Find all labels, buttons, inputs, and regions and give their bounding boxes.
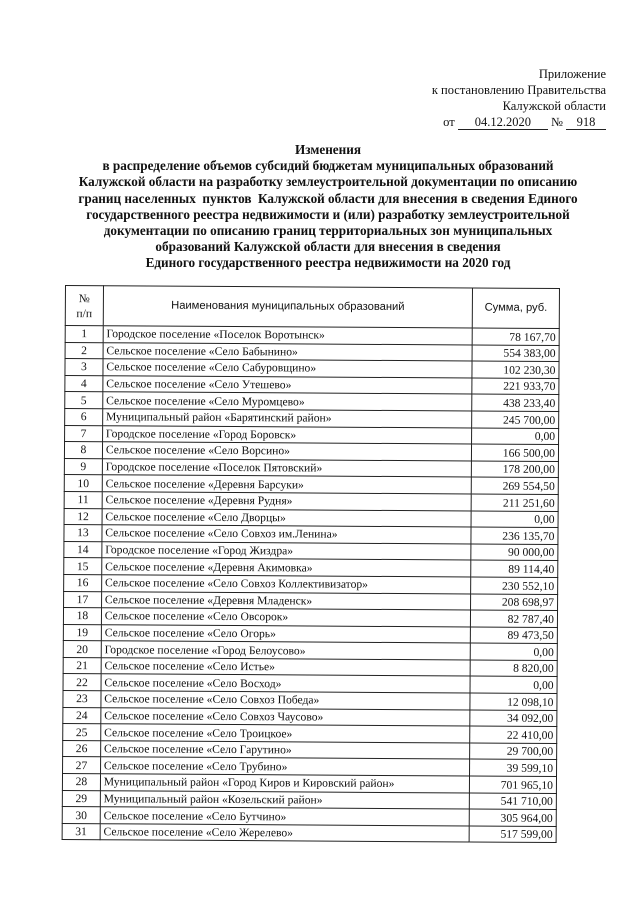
- subsidy-table: [62, 285, 560, 843]
- row-number: 6: [65, 408, 103, 425]
- row-number: 30: [62, 807, 100, 824]
- appendix-label: Приложение: [538, 67, 606, 81]
- row-name: Сельское поселение «Село Трубино»: [100, 757, 469, 776]
- row-number: 26: [63, 740, 101, 757]
- row-sum: 221 933,70: [472, 378, 559, 395]
- row-number: 1: [65, 326, 103, 343]
- row-number: 18: [63, 608, 101, 625]
- row-name: Сельское поселение «Село Муромцево»: [103, 392, 472, 411]
- header-number-line2: п/п: [76, 306, 93, 320]
- title-line-7: образований Калужской области для внесения в сведения: [155, 239, 501, 255]
- appendix-block: [432, 66, 606, 130]
- table-row: [62, 823, 556, 843]
- row-name: Сельское поселение «Село Овсорок»: [101, 608, 470, 627]
- title-line-4: границ населенных пунктов Калужской области для внесения в сведения Единого: [78, 190, 578, 206]
- row-name: Сельское поселение «Село Совхоз Победа»: [101, 691, 470, 710]
- row-name: Сельское поселение «Село Троицкое»: [101, 724, 470, 743]
- row-name: Сельское поселение «Деревня Рудня»: [102, 492, 471, 511]
- row-sum: 29 700,00: [470, 743, 557, 760]
- row-sum: 230 552,10: [471, 577, 558, 594]
- resolution-number: 918: [566, 115, 606, 130]
- title-line-3: Калужской области на разработку землеустроительной документации по описанию: [78, 174, 578, 190]
- row-number: 3: [65, 359, 103, 376]
- appendix-date-line: [432, 114, 606, 130]
- row-name: Сельское поселение «Село Истье»: [101, 658, 470, 677]
- row-number: 24: [63, 707, 101, 724]
- document-title: [48, 142, 608, 272]
- row-number: 23: [63, 691, 101, 708]
- row-sum: 438 233,40: [472, 394, 559, 411]
- row-number: 4: [65, 375, 103, 392]
- header-sum: Сумма, руб.: [472, 288, 559, 329]
- row-sum: 208 698,97: [471, 593, 558, 610]
- row-name: Муниципальный район «Барятинский район»: [102, 409, 471, 428]
- row-number: 22: [63, 674, 101, 691]
- row-number: 11: [64, 491, 102, 508]
- row-name: Городское поселение «Город Белоусово»: [101, 641, 470, 660]
- row-sum: 245 700,00: [472, 411, 559, 428]
- row-name: Сельское поселение «Село Утешево»: [103, 376, 472, 395]
- row-name: Сельское поселение «Деревня Акимовка»: [102, 558, 471, 577]
- row-name: Городское поселение «Поселок Пятовский»: [102, 458, 471, 477]
- row-name: Сельское поселение «Село Гарутино»: [100, 741, 469, 760]
- row-sum: 0,00: [472, 428, 559, 445]
- row-sum: 178 200,00: [471, 461, 558, 478]
- row-name: Сельское поселение «Село Совхоз им.Ленина»: [102, 525, 471, 544]
- row-number: 25: [63, 724, 101, 741]
- row-name: Сельское поселение «Село Жерелево»: [100, 824, 469, 843]
- row-sum: 78 167,70: [472, 328, 559, 345]
- row-number: 28: [62, 774, 100, 791]
- row-name: Городское поселение «Город Боровск»: [102, 425, 471, 444]
- row-sum: 89 114,40: [471, 560, 558, 577]
- row-number: 13: [64, 525, 102, 542]
- title-line-6: документации по описанию границ территориальных зон муниципальных: [103, 223, 553, 239]
- row-name: Сельское поселение «Село Совхоз Коллективизатор»: [101, 575, 470, 594]
- row-name: Сельское поселение «Село Ворсино»: [102, 442, 471, 461]
- row-sum: 12 098,10: [470, 693, 557, 710]
- row-sum: 34 092,00: [470, 710, 557, 727]
- table-header-row: [65, 286, 559, 329]
- row-sum: 236 135,70: [471, 527, 558, 544]
- row-name: Сельское поселение «Село Дворцы»: [102, 508, 471, 527]
- row-name: Городское поселение «Город Жиздра»: [102, 541, 471, 560]
- row-sum: 0,00: [471, 511, 558, 528]
- row-sum: 8 820,00: [470, 660, 557, 677]
- title-line-8: Единого государственного реестра недвижимости на 2020 год: [145, 255, 511, 271]
- row-sum: 39 599,10: [470, 759, 557, 776]
- row-number: 2: [65, 342, 103, 359]
- row-sum: 0,00: [470, 676, 557, 693]
- date-prefix: от: [443, 115, 455, 129]
- row-sum: 554 383,00: [472, 345, 559, 362]
- row-number: 20: [63, 641, 101, 658]
- row-sum: 166 500,00: [472, 444, 559, 461]
- header-name: Наименования муниципальных образований: [103, 286, 473, 328]
- row-number: 9: [64, 458, 102, 475]
- row-name: Муниципальный район «Козельский район»: [100, 790, 469, 809]
- row-name: Сельское поселение «Деревня Младенск»: [101, 591, 470, 610]
- row-number: 27: [63, 757, 101, 774]
- row-sum: 211 251,60: [471, 494, 558, 511]
- header-number: [65, 286, 103, 326]
- row-sum: 89 473,50: [470, 627, 557, 644]
- row-number: 17: [64, 591, 102, 608]
- row-sum: 305 964,00: [469, 809, 556, 826]
- row-number: 19: [63, 624, 101, 641]
- title-line-1: Изменения: [295, 142, 361, 157]
- header-number-line1: №: [78, 291, 90, 305]
- resolution-date: 04.12.2020: [458, 115, 548, 130]
- row-sum: 22 410,00: [470, 726, 557, 743]
- row-sum: 269 554,50: [471, 477, 558, 494]
- row-sum: 90 000,00: [471, 544, 558, 561]
- number-prefix: №: [550, 115, 563, 129]
- row-sum: 541 710,00: [469, 793, 556, 810]
- row-number: 29: [62, 790, 100, 807]
- title-line-2: в распределение объемов субсидий бюджетам муниципальных образований: [102, 158, 554, 174]
- row-name: Сельское поселение «Село Сабуровщино»: [103, 359, 472, 378]
- row-sum: 517 599,00: [469, 826, 556, 843]
- row-sum: 701 965,10: [470, 776, 557, 793]
- appendix-region: Калужской области: [502, 99, 606, 113]
- row-name: Сельское поселение «Село Совхоз Чаусово»: [101, 707, 470, 726]
- row-name: Городское поселение «Поселок Воротынск»: [103, 326, 472, 345]
- row-number: 31: [62, 823, 100, 840]
- row-number: 16: [64, 574, 102, 591]
- row-name: Муниципальный район «Город Киров и Кировский район»: [100, 774, 469, 793]
- row-name: Сельское поселение «Деревня Барсуки»: [102, 475, 471, 494]
- appendix-resolution: к постановлению Правительства: [431, 83, 606, 97]
- row-number: 21: [63, 657, 101, 674]
- row-name: Сельское поселение «Село Восход»: [101, 674, 470, 693]
- row-name: Сельское поселение «Село Бабынино»: [103, 342, 472, 361]
- title-line-5: государственного реестра недвижимости и (или) разработку землеустроительной: [86, 206, 570, 222]
- row-name: Сельское поселение «Село Огорь»: [101, 624, 470, 643]
- row-number: 15: [64, 558, 102, 575]
- row-number: 5: [65, 392, 103, 409]
- row-sum: 102 230,30: [472, 361, 559, 378]
- row-sum: 0,00: [470, 643, 557, 660]
- row-number: 8: [64, 442, 102, 459]
- row-name: Сельское поселение «Село Бутчино»: [100, 807, 469, 826]
- row-number: 10: [64, 475, 102, 492]
- row-number: 7: [65, 425, 103, 442]
- row-number: 14: [64, 541, 102, 558]
- row-number: 12: [64, 508, 102, 525]
- row-sum: 82 787,40: [471, 610, 558, 627]
